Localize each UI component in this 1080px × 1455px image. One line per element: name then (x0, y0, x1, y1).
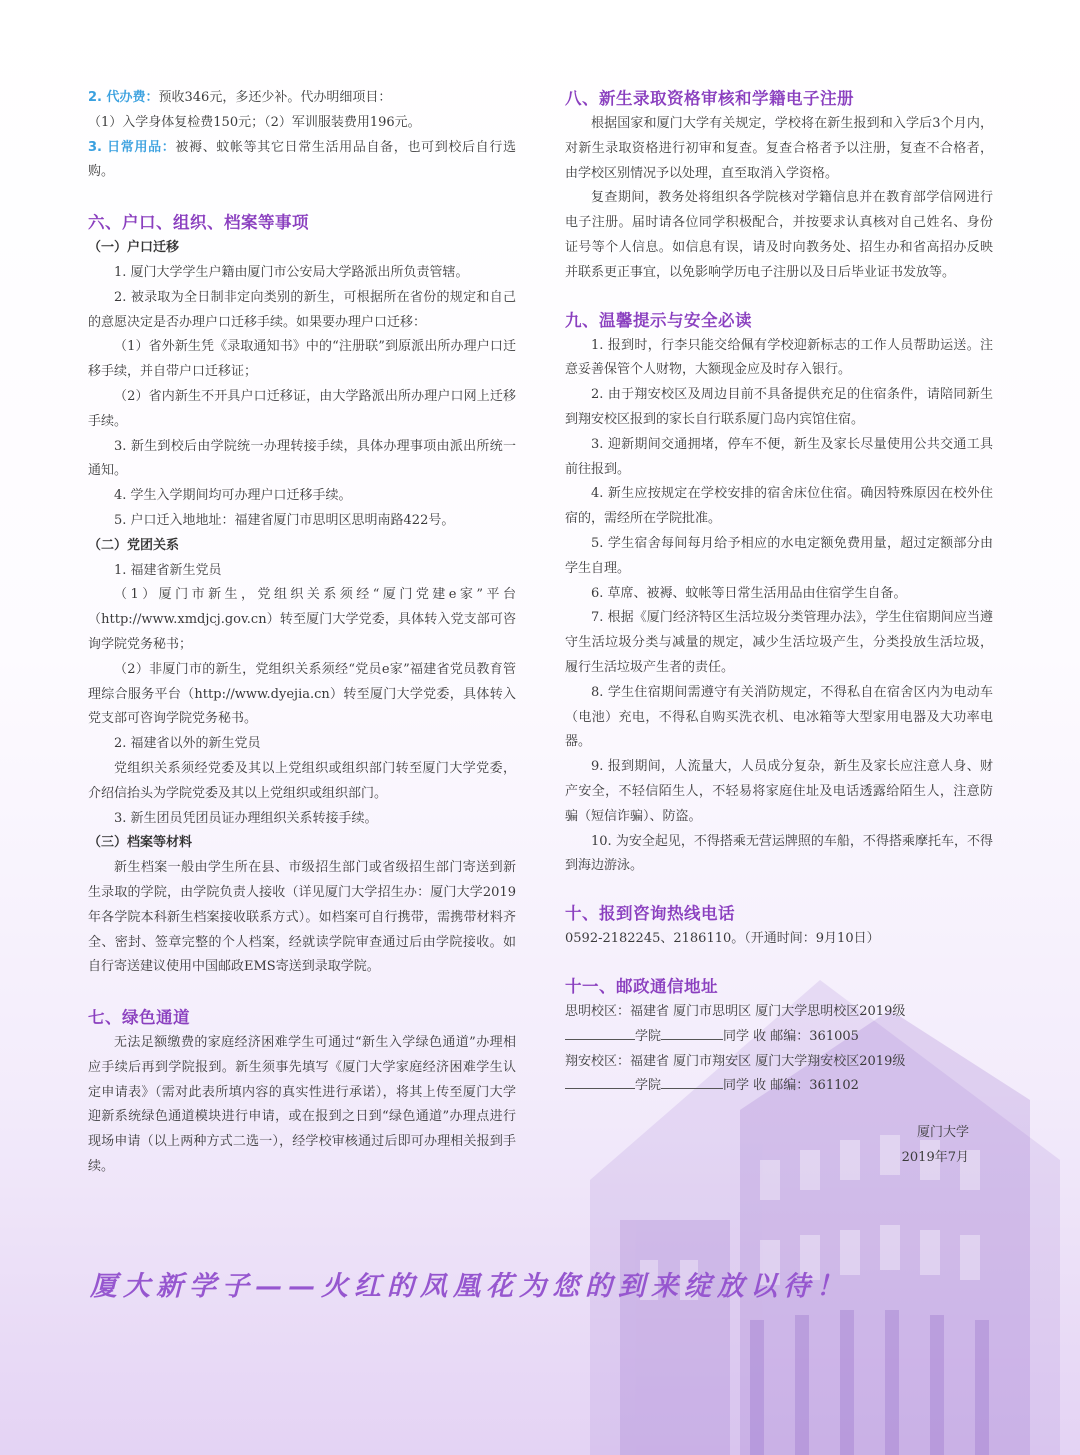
xiangan-student-label: 同学 收 邮编：361102 (723, 1078, 859, 1094)
safety-item: 7. 根据《厦门经济特区生活垃圾分类管理办法》，学生住宿期间应当遵守生活垃圾分类与减量的规定，减少生活垃圾产生，分类投放生活垃圾，履行生活垃圾产生者的责任。 (565, 610, 993, 675)
fee-item-2-label: 2. 代办费： (88, 90, 159, 105)
signature-date: 2019年7月 (901, 1149, 969, 1165)
siming-student-label: 同学 收 邮编：361005 (723, 1028, 859, 1044)
signature-org: 厦门大学 (916, 1125, 969, 1141)
hukou-item: 5. 户口迁入地地址：福建省厦门市思明区思明南路422号。 (114, 512, 455, 528)
safety-item: 3. 迎新期间交通拥堵，停车不便，新生及家长尽量使用公共交通工具前往报到。 (565, 436, 993, 477)
college-blank (565, 1025, 635, 1040)
safety-item: 5. 学生宿舍每间每月给予相应的水电定额免费用量，超过定额部分由学生自理。 (565, 535, 993, 576)
party-item: 党组织关系须经党委及其以上党组织或组织部门转至厦门大学党委，介绍信抬头为学院党委及其以上党组织或组织部门。 (88, 760, 516, 801)
siming-address-line2 (565, 1025, 993, 1050)
section-8-title: 八、新生录取资格审核和学籍电子注册 (565, 89, 854, 108)
hukou-item: （2）省内新生不开具户口迁移证，由大学路派出所办理户口网上迁移手续。 (88, 388, 516, 429)
fee-item-3-text: 被褥、蚊帐等其它日常生活用品自备，也可到校后自行选购。 (88, 139, 516, 180)
section-6-sub-2: （二）党团关系 (88, 537, 180, 553)
student-blank (661, 1074, 723, 1089)
right-column (565, 86, 993, 1171)
hukou-item: 1. 厦门大学学生户籍由厦门市公安局大学路派出所负责管辖。 (114, 264, 469, 280)
safety-item: 6. 草席、被褥、蚊帐等日常生活用品由住宿学生自备。 (591, 585, 907, 601)
student-blank (661, 1025, 723, 1040)
section-6-title: 六、户口、组织、档案等事项 (88, 213, 309, 233)
hukou-item: 2. 被录取为全日制非定向类别的新生，可根据所在省份的规定和自己的意愿决定是否办理户口迁移手续。如果要办理户口迁移： (88, 289, 516, 330)
party-item: 3. 新生团员凭团员证办理组织关系转接手续。 (114, 810, 378, 826)
section-9-title: 九、温馨提示与安全必读 (565, 310, 752, 330)
safety-item: 4. 新生应按规定在学校安排的宿舍床位住宿。确因特殊原因在校外住宿的，需经所在学院批准。 (565, 486, 993, 527)
hukou-item: 3. 新生到校后由学院统一办理转接手续，具体办理事项由派出所统一通知。 (88, 438, 516, 479)
safety-item: 10. 为安全起见，不得搭乘无营运牌照的车船，不得搭乘摩托车，不得到海边游泳。 (565, 833, 993, 874)
archive-text: 新生档案一般由学生所在县、市级招生部门或省级招生部门寄送到新生录取的学院，由学院负责人接收（详见厦门大学招生办：厦门大学2019年各学院本科新生档案接收联系方式）。如档案可自行携带，需携带材料齐全、密封、签章完整的个人档案，经就读学院审查通过后由学院接收。如自行寄送建议使用中国邮政EMS寄送到录取学院。 (88, 860, 516, 975)
hukou-item: （1）省外新生凭《录取通知书》中的“注册联”到原派出所办理户口迁移手续，并自带户口迁移证； (88, 339, 516, 380)
hukou-item: 4. 学生入学期间均可办理户口迁移手续。 (114, 488, 352, 504)
section-6-sub-1: （一）户口迁移 (88, 240, 180, 256)
xiangan-address-line2 (565, 1074, 993, 1099)
section-8-paragraph: 复查期间，教务处将组织各学院核对学籍信息并在教育部学信网进行电子注册。届时请各位同学积极配合，并按要求认真核对自己姓名、身份证号等个人信息。如信息有误，请及时向教务处、招生办和省高招办反映并联系更正事宜，以免影响学历电子注册以及日后毕业证书发放等。 (565, 190, 993, 280)
party-item: （1）厦门市新生，党组织关系须经“厦门党建e家”平台（http://www.xmdjcj.gov.cn）转至厦门大学党委，具体转入党支部可咨询学院党务秘书； (88, 587, 516, 652)
fee-item-3 (88, 136, 516, 186)
xiangan-address-line1: 翔安校区：福建省 厦门市翔安区 厦门大学翔安校区2019级 (565, 1053, 906, 1069)
party-item: 1. 福建省新生党员 (114, 562, 222, 578)
section-11-title: 十一、邮政通信地址 (565, 976, 718, 996)
siming-address-line1: 思明校区：福建省 厦门市思明区 厦门大学思明校区2019级 (565, 1003, 906, 1019)
party-item: （2）非厦门市的新生，党组织关系须经“党员e家”福建省党员教育管理综合服务平台（http://www.dyejia.cn）转至厦门大学党委，具体转入党支部可咨询学院党务秘书。 (88, 661, 516, 727)
xiangan-college-label: 学院 (635, 1078, 662, 1094)
fee-item-2-text: 预收346元，多还少补。代办明细项目： (158, 90, 392, 105)
safety-item: 2. 由于翔安校区及周边目前不具备提供充足的住宿条件，请陪同新生到翔安校区报到的家长自行联系厦门岛内宾馆住宿。 (565, 387, 993, 427)
section-10-title: 十、报到咨询热线电话 (565, 904, 735, 924)
section-6-sub-3: （三）档案等材料 (88, 835, 193, 851)
college-blank (565, 1074, 635, 1089)
siming-college-label: 学院 (635, 1028, 662, 1044)
welcome-slogan: 厦大新学子——火红的凤凰花为您的到来绽放以待！ (90, 1271, 849, 1302)
hotline-text: 0592-2182245、2186110。（开通时间：9月10日） (565, 931, 880, 947)
safety-item: 8. 学生住宿期间需遵守有关消防规定，不得私自在宿舍区内为电动车（电池）充电，不得私自购买洗衣机、电冰箱等大型家用电器及大功率电器。 (565, 684, 993, 750)
fee-item-2 (88, 86, 516, 111)
safety-item: 1. 报到时，行李只能交给佩有学校迎新标志的工作人员帮助运送。注意妥善保管个人财物，大额现金应及时存入银行。 (565, 337, 993, 378)
fee-item-2-detail: （1）入学身体复检费150元；（2）军训服装费用196元。 (88, 114, 421, 130)
fee-item-3-label: 3. 日常用品： (88, 139, 176, 155)
section-7-title: 七、绿色通道 (88, 1008, 190, 1028)
green-channel-text: 无法足额缴费的家庭经济困难学生可通过“新生入学绿色通道”办理相应手续后再到学院报到。新生须事先填写《厦门大学家庭经济困难学生认定申请表》（需对此表所填内容的真实性进行承诺），将其上传至厦门大学迎新系统绿色通道模块进行申请，或在报到之日到“绿色通道”办理点进行现场申请（以上两种方式二选一），经学校审核通过后即可办理相关报到手续。 (88, 1035, 516, 1175)
party-item: 2. 福建省以外的新生党员 (114, 736, 261, 752)
left-column (88, 86, 516, 1180)
section-8-paragraph: 根据国家和厦门大学有关规定，学校将在新生报到和入学后3个月内，对新生录取资格进行初审和复查。复查合格者予以注册，复查不合格者，由学校区别情况予以处理，直至取消入学资格。 (565, 116, 993, 181)
safety-item: 9. 报到期间，人流量大，人员成分复杂，新生及家长应注意人身、财产安全，不轻信陌生人，不轻易将家庭住址及电话透露给陌生人，注意防骗（短信诈骗）、防盗。 (565, 759, 993, 824)
